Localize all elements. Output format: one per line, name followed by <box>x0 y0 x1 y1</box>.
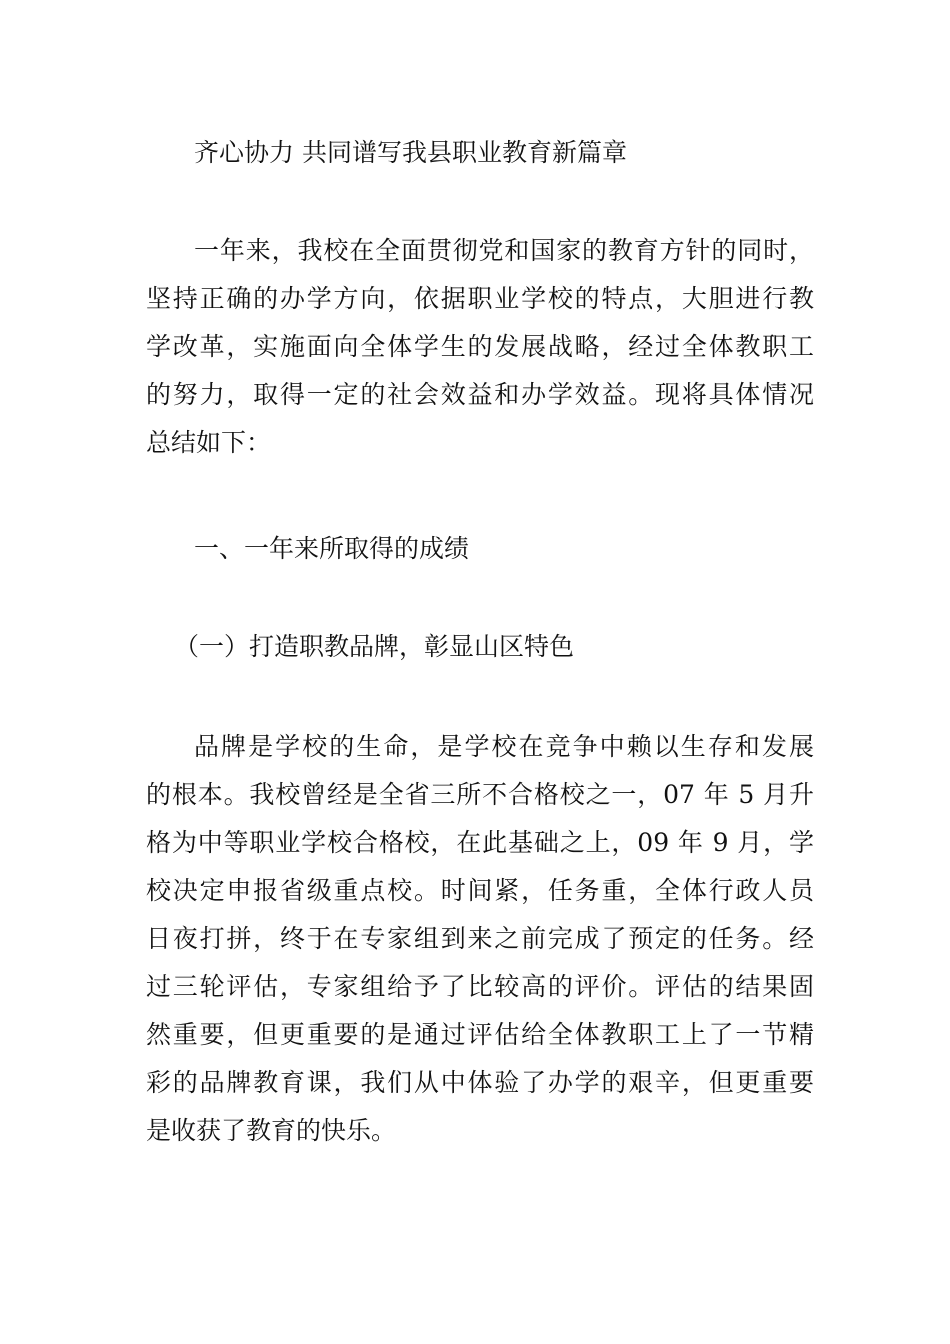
body-line-9: 是收获了教育的快乐。 <box>146 1116 397 1145</box>
body-line-5: 日夜打拼，终于在专家组到来之前完成了预定的任务。经 <box>146 924 814 953</box>
intro-line-4: 的努力，取得一定的社会效益和办学效益。现将具体情况 <box>146 380 814 409</box>
body-line-4: 校决定申报省级重点校。时间紧，任务重，全体行政人员 <box>146 876 814 905</box>
document-title: 齐心协力 共同谱写我县职业教育新篇章 <box>194 138 627 167</box>
body-line-8: 彩的品牌教育课，我们从中体验了办学的艰辛，但更重要 <box>146 1068 814 1097</box>
subsection-heading: （一）打造职教品牌，彰显山区特色 <box>174 632 575 661</box>
body-line-7: 然重要，但更重要的是通过评估给全体教职工上了一节精 <box>146 1020 814 1049</box>
body-line-1: 品牌是学校的生命，是学校在竞争中赖以生存和发展 <box>194 732 814 761</box>
intro-line-3: 学改革，实施面向全体学生的发展战略，经过全体教职工 <box>146 332 814 361</box>
intro-line-5: 总结如下： <box>146 428 272 457</box>
intro-line-1: 一年来，我校在全面贯彻党和国家的教育方针的同时， <box>194 236 814 265</box>
body-line-3: 格为中等职业学校合格校，在此基础之上，09 年 9 月，学 <box>146 828 814 857</box>
intro-line-2: 坚持正确的办学方向，依据职业学校的特点，大胆进行教 <box>146 284 814 313</box>
body-line-2: 的根本。我校曾经是全省三所不合格校之一，07 年 5 月升 <box>146 780 814 809</box>
body-line-6: 过三轮评估，专家组给予了比较高的评价。评估的结果固 <box>146 972 814 1001</box>
section-heading: 一、一年来所取得的成绩 <box>194 534 470 563</box>
